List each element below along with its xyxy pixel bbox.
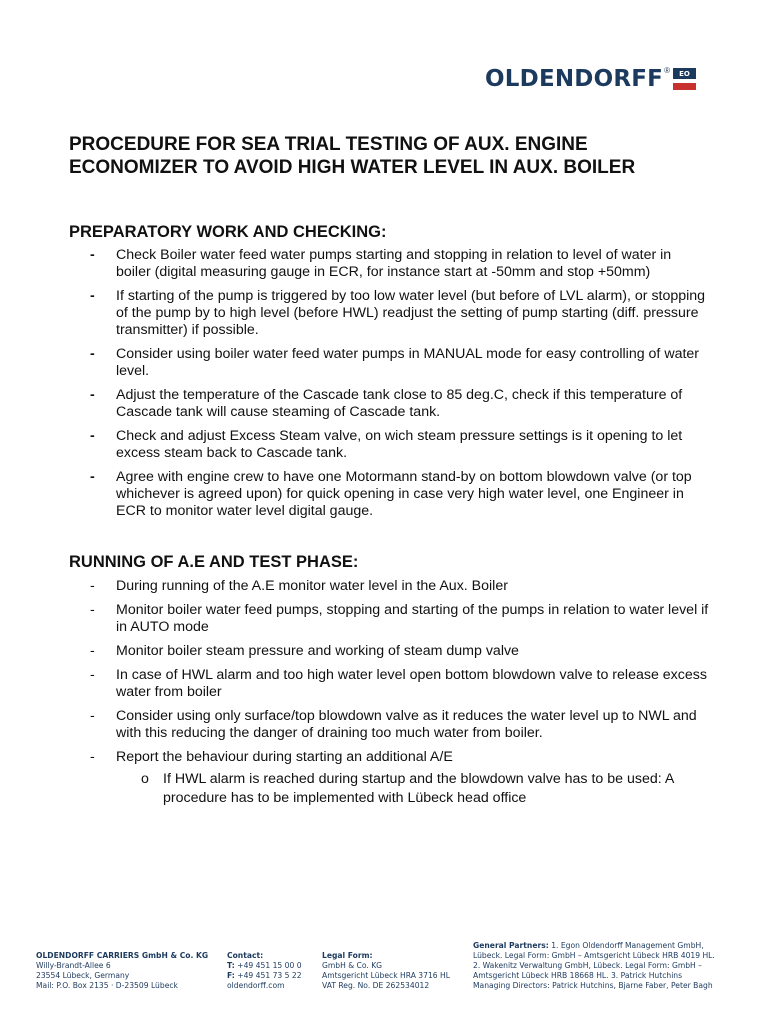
flag-icon [673,68,696,90]
footer-contact-label: Contact: [227,951,264,960]
dash-bullet: - [90,667,95,683]
dash-bullet: - [90,288,95,304]
dash-bullet: - [90,643,95,659]
dash-bullet: - [90,578,95,594]
footer-partners-line-2: Lübeck. Legal Form: GmbH – Amtsgericht Lübeck HRB 4019 HL. [473,951,715,960]
list-item [69,346,709,380]
preparatory-heading: PREPARATORY WORK AND CHECKING: [69,223,387,241]
dash-bullet: - [90,469,95,485]
footer-partners-line-5: Managing Directors: Patrick Hutchins, Bjarne Faber, Peter Bagh [473,981,713,990]
oldendorff-logo [485,66,696,92]
list-item [69,428,709,462]
logo-wordmark: OLDENDORFF [485,66,664,92]
list-item-text: In case of HWL alarm and too high water level open bottom blowdown valve to release excess water from boiler [116,667,707,700]
preparatory-list [69,247,709,527]
title-line-1: PROCEDURE FOR SEA TRIAL TESTING OF AUX. ENGINE [69,134,588,155]
logo-mark-label: EO [673,68,696,79]
dash-bullet: - [90,387,95,403]
footer-legal-form: GmbH & Co. KG [322,961,383,970]
list-item [69,667,709,701]
sub-list-item [69,770,709,808]
list-item [69,749,709,766]
running-test-heading: RUNNING OF A.E AND TEST PHASE: [69,553,359,571]
dash-bullet: - [90,749,95,765]
page-footer [0,941,768,1001]
list-item [69,578,709,595]
dash-bullet: - [90,602,95,618]
footer-partners-line-4: Amtsgericht Lübeck HRB 18668 HL. 3. Patrick Hutchins [473,971,683,980]
footer-city: 23554 Lübeck, Germany [36,971,130,980]
logo-registered-mark: ® [664,65,670,75]
footer-partners-line-3: 2. Wakenitz Verwaltung GmbH, Lübeck. Legal Form: GmbH – [473,961,702,970]
running-test-list [69,578,709,808]
document-title [69,133,709,179]
footer-legal [322,951,450,991]
list-item-text: Consider using only surface/top blowdown valve as it reduces the water level up to NWL and with this reducing the danger of draining too much water from boiler. [116,708,697,741]
list-item [69,602,709,636]
list-item-text: Check Boiler water feed water pumps starting and stopping in relation to level of water in boiler (digital measuring gauge in ECR, for instance start at -50mm and stop +50mm) [116,247,672,280]
list-item-text: Adjust the temperature of the Cascade tank close to 85 deg.C, check if this temperature of Cascade tank will cause steaming of Cascade tank. [116,387,683,420]
list-item-text: Monitor boiler water feed pumps, stopping and starting of the pumps in relation to water level if in AUTO mode [116,602,709,635]
list-item [69,708,709,742]
list-item-text: During running of the A.E monitor water level in the Aux. Boiler [116,578,508,594]
sub-list-item-text: If HWL alarm is reached during startup and the blowdown valve has to be used: A procedure has to be implemented with Lübeck head office [163,771,674,806]
footer-mail: Mail: P.O. Box 2135 · D-23509 Lübeck [36,981,178,990]
footer-company [36,951,208,991]
footer-contact [227,951,302,991]
footer-fax: F: +49 451 73 5 22 [227,971,302,980]
list-item [69,469,709,520]
footer-phone: T: +49 451 15 00 0 [227,961,302,970]
list-item-text: Monitor boiler steam pressure and working of steam dump valve [116,643,519,659]
footer-vat: VAT Reg. No. DE 262534012 [322,981,430,990]
title-line-2: ECONOMIZER TO AVOID HIGH WATER LEVEL IN AUX. BOILER [69,157,636,178]
circle-bullet: o [141,771,149,787]
list-item [69,387,709,421]
dash-bullet: - [90,247,95,263]
dash-bullet: - [90,346,95,362]
list-item-text: Agree with engine crew to have one Motormann stand-by on bottom blowdown valve (or top whichever is agreed upon) for quick opening in case very high water level, one Engineer in ECR to monitor water level digital gauge. [116,469,692,519]
footer-street: Willy-Brandt-Allee 6 [36,961,111,970]
logo-mark-red-band [673,83,696,90]
footer-partners [473,941,715,991]
footer-website: oldendorff.com [227,981,285,990]
list-item-text: Consider using boiler water feed water pumps in MANUAL mode for easy controlling of water level. [116,346,700,379]
dash-bullet: - [90,428,95,444]
list-item-text: Check and adjust Excess Steam valve, on wich steam pressure settings is it opening to let excess steam back to Cascade tank. [116,428,683,461]
footer-register: Amtsgericht Lübeck HRA 3716 HL [322,971,450,980]
list-item [69,643,709,660]
footer-legal-label: Legal Form: [322,951,373,960]
list-item-text: If starting of the pump is triggered by too low water level (but before of LVL alarm), or stopping of the pump by to high level (before HWL) readjust the setting of pump starting (diff. pressure transmitter) if possible. [116,288,706,338]
footer-partners-line-1: General Partners: 1. Egon Oldendorff Management GmbH, [473,941,704,950]
dash-bullet: - [90,708,95,724]
list-item [69,288,709,339]
footer-company-name: OLDENDORFF CARRIERS GmbH & Co. KG [36,951,209,960]
list-item [69,247,709,281]
list-item-text: Report the behaviour during starting an additional A/E [116,749,453,765]
